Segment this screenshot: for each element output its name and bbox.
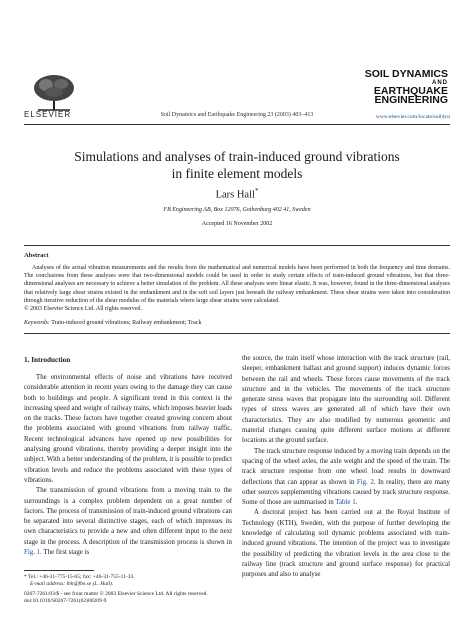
footnote-rule	[24, 570, 94, 571]
doi-line[interactable]: doi:10.1016/S0267-7261(02)00209-9	[24, 598, 107, 604]
abstract-body	[24, 264, 450, 313]
keywords-list: Train-induced ground vibrations; Railway embankment; Track	[51, 320, 202, 326]
logo-line-3: EARTHQUAKE	[373, 84, 448, 97]
footnote-email[interactable]: E-mail address: lbh@fbe.se (L. Hall).	[30, 581, 114, 587]
abstract-top-rule	[24, 245, 450, 246]
logo-line-2: AND	[432, 79, 448, 86]
journal-reference: Soil Dynamics and Earthquake Engineering 23 (2003) 403–413	[160, 112, 314, 118]
journal-logo	[362, 70, 448, 106]
keywords-label: Keywords:	[24, 320, 50, 326]
intro-paragraph-4-text-c: .	[355, 499, 358, 507]
publication-info	[24, 591, 324, 605]
fig-1-link[interactable]: Fig. 1	[24, 549, 41, 557]
elsevier-tree-logo	[28, 72, 80, 112]
right-column	[242, 354, 450, 581]
publisher-name: ELSEVIER	[24, 110, 72, 119]
section-heading-introduction: 1. Introduction	[24, 356, 71, 364]
author-footnote-mark: *	[254, 187, 259, 195]
intro-paragraph-4	[242, 447, 450, 509]
intro-paragraph-1: The environmental effects of noise and vibrations have received considerable attention in recent years owing to the damage they can cause both to buildings and people. A significant trend in this context is the increasing speed and weight of railway trains, which imposes heavier loads on the tracks. These factors have together created growing concern about the problems associated with ground vibrations from railway traffic. Recent technological advances have opened up new possibilities for analysing ground vibrations, thereby providing a deeper insight into the subject. With a better understanding of the problem, it is possible to predict vibration levels and reduce the problems associated with these types of vibrations.	[24, 374, 232, 484]
article-title	[0, 148, 474, 182]
copyright-notice: © 2003 Elsevier Science Ltd. All rights reserved.	[24, 306, 143, 313]
fig-2-link[interactable]: Fig. 2	[356, 478, 374, 486]
keywords-line	[24, 320, 201, 326]
abstract-bottom-rule	[24, 333, 450, 334]
abstract-heading: Abstract	[24, 252, 49, 259]
intro-paragraph-2	[24, 486, 232, 558]
intro-paragraph-2-text-b: . The first stage is	[40, 549, 90, 557]
table-1-link[interactable]: Table 1	[335, 499, 356, 507]
abstract-text: Analyses of the actual vibration measurements and the results from the mathematical and numerical models have been performed in both the frequency and time domains. The conclusions from these analyses were that two-dimensional models could be used in order to study certain effects of train-induced ground vibrations, but that three-dimensional analyses are necessary to achieve a better simulation of the problem. All these analyses were linear elastic. It was, however, found in the three-dimensional analyses that relatively large shear strains existed in the embankment and in the soft soil layers just beneath the railway embankment. These shear strains were taken into consideration through iterative reduction of the shear modulus of the materials where large shear strains were calculated.	[24, 265, 450, 304]
header-rule	[24, 124, 450, 125]
intro-paragraph-2-text-a: The transmission of ground vibrations from a moving train to the surroundings is a complex problem dependent on a great number of factors. The process of transmission of train-induced ground vibrations can be separated into several distinctive stages, each of which impresses its own characteristics to provide a new and often different input to the next stage in the process. A description of the transmission process is shown in	[24, 487, 232, 546]
front-matter-line: 0267-7261/03/$ - see front matter © 2003 Elsevier Science Ltd. All rights reserved.	[24, 591, 208, 597]
intro-paragraph-4-text-b: . In reality, there are many other sources supplementing vibrations caused by track structure response. Some of those are summarised in	[242, 478, 450, 507]
author-line	[0, 187, 474, 201]
logo-line-4: ENGINEERING	[374, 94, 448, 107]
author-name[interactable]: Lars Hall	[215, 189, 255, 201]
title-line-2: in finite element models	[171, 166, 303, 181]
intro-paragraph-5: A doctoral project has been carried out at the Royal Institute of Technology (KTH), Sweden, with the purpose of further developing the knowledge of calculating soil dynamic problems associated with train-induced ground vibrations. The intention of the project was to investigate the possibility of predicting the vibration levels in the area close to the railway line (track structure and ground surface response) for practical purposes and also to analyse	[242, 509, 450, 579]
author-footnote	[24, 574, 244, 588]
author-affiliation: FB Engineering AB, Box 12076, Gothenburg 402 41, Sweden	[163, 207, 311, 213]
intro-paragraph-3: the source, the train itself whose interaction with the track structure (rail, sleeper, embankment ballast and ground support) induces dynamic forces between the rail and wheels. These forces cause movements of the track structure and in the vehicles. The movements of the track structure generate stress waves that propagate into the surrounding soil. Different types of stress waves are generated all of which have their own characteristics. They are also modified by numerous geometric and material changes causing quite different surface motions at different locations at the ground surface.	[242, 355, 450, 445]
logo-line-1: SOIL DYNAMICS	[364, 68, 448, 80]
left-column	[24, 373, 232, 558]
intro-paragraph-4-text-a: The track structure response induced by a moving train depends on the spacing of the wheel axles, the axle weight and the speed of the train. The track structure response from one wheel load results in downward deflections that can appear as shown in	[242, 447, 450, 486]
title-line-1: Simulations and analyses of train-induced ground vibrations	[74, 149, 400, 164]
footnote-contact: * Tel.: +46-31-775-15-65; fax: +46-31-755-11-33.	[24, 574, 135, 580]
accepted-date: Accepted 16 November 2002	[201, 221, 273, 227]
journal-url-link[interactable]: www.elsevier.com/locate/soildyn	[375, 114, 450, 120]
